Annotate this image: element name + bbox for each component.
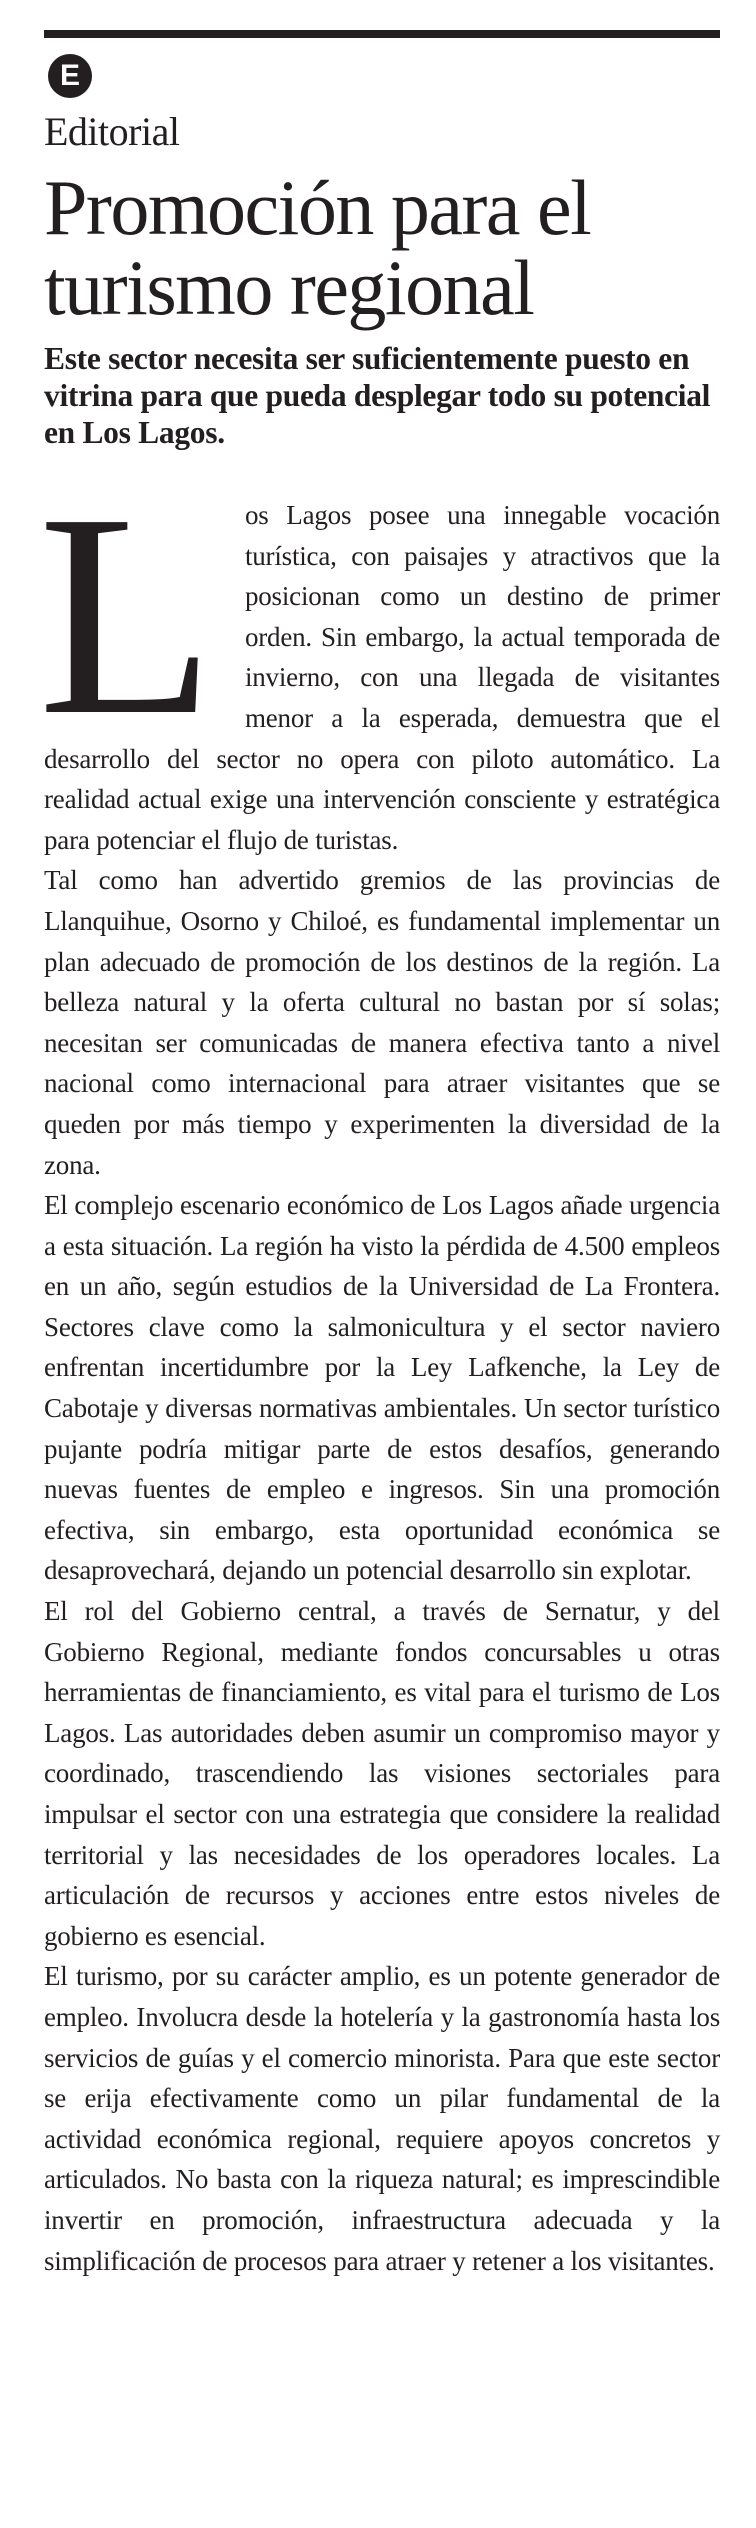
paragraph-4: El rol del Gobierno central, a través de Sernatur, y del Gobierno Regional, mediante fondos concursables u otras herramientas de financiamiento, es vital para el turismo de Los Lagos. Las autoridades deben asumir un compromiso mayor y coordinado, trascendiendo las visiones sectoriales para impulsar el sector con una estrategia que considere la realidad territorial y las necesidades de los operadores locales. La articulación de recursos y acciones entre estos niveles de gobierno es esencial. (44, 1596, 720, 1951)
paragraph-5: El turismo, por su carácter amplio, es un potente generador de empleo. Involucra desde la hotelería y la gastronomía hasta los servicios de guías y el comercio minorista. Para que este sector se erija efectivamente como un pilar fundamental de la actividad económica regional, requiere apoyos concretos y articulados. No basta con la riqueza natural; es imprescindible invertir en promoción, infraestructura adecuada y la simplificación de procesos para atraer y retener a los visitantes. (44, 1961, 720, 2276)
paragraph-3: El complejo escenario económico de Los Lagos añade urgencia a esta situación. La región ha visto la pérdida de 4.500 empleos en un año, según estudios de la Universidad de La Frontera. Sectores clave como la salmonicultura y el sector naviero enfrentan incertidumbre por la Ley Lafkenche, la Ley de Cabotaje y diversas normativas ambientales. Un sector turístico pujante podría mitigar parte de estos desafíos, generando nuevas fuentes de empleo e ingresos. Sin una promoción efectiva, sin embargo, esta oportunidad económica se desaprovechará, dejando un potencial desarrollo sin explotar. (44, 1190, 720, 1586)
dropcap: L (38, 454, 215, 775)
top-rule (44, 30, 720, 38)
paragraph-text: os Lagos posee una innegable vocación turística, con paisajes y atractivos que la posicionan como un destino de primer orden. Sin embargo, la actual temporada de invierno, con una llegada de visitantes menor a la esperada, demuestra que el desarrollo del sector no opera con piloto automático. La realidad actual exige una intervención consciente y estratégica para potenciar el flujo de turistas. (44, 500, 720, 855)
deck: Este sector necesita ser suficientemente puesto en vitrina para que pueda desplegar todo su potencial en Los Lagos. (44, 341, 711, 450)
headline: Promoción para el turismo regional (44, 164, 591, 331)
section-badge-icon: E (48, 54, 92, 98)
article-body (38, 454, 720, 2281)
section-label: Editorial (44, 109, 180, 154)
paragraph-1 (38, 454, 720, 860)
paragraph-2: Tal como han advertido gremios de las provincias de Llanquihue, Osorno y Chiloé, es fundamental implementar un plan adecuado de promoción de los destinos de la región. La belleza natural y la oferta cultural no bastan por sí solas; necesitan ser comunicadas de manera efectiva tanto a nivel nacional como internacional para atraer visitantes que se queden por más tiempo y experimenten la diversidad de la zona. (44, 865, 720, 1180)
